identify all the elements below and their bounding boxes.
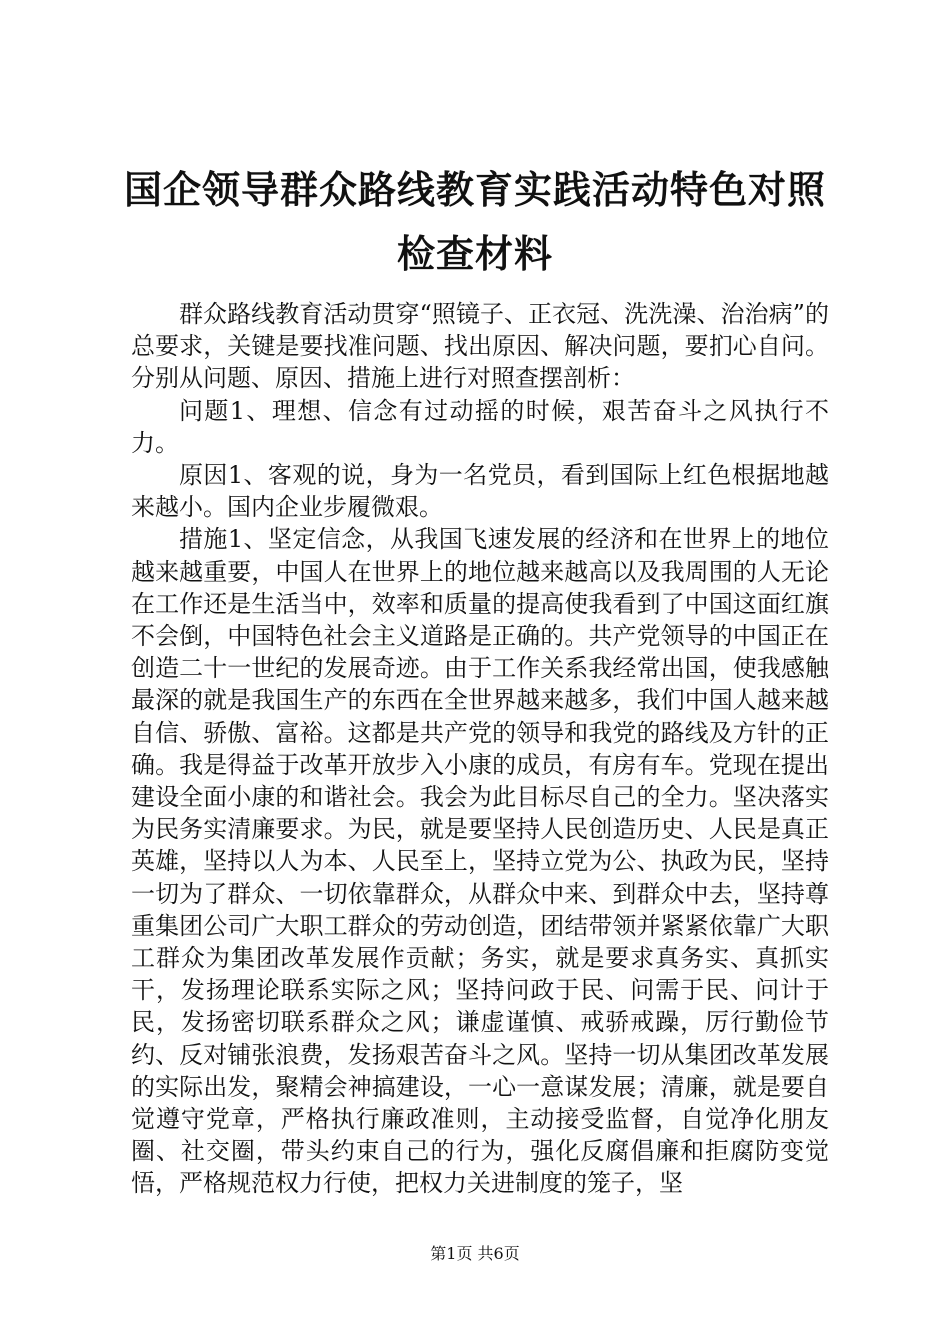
- document-title: 国企领导群众路线教育实践活动特色对照检查材料: [123, 167, 826, 276]
- paragraph-measure-1: 措施1、坚定信念，从我国飞速发展的经济和在世界上的地位越来越重要，中国人在世界上的地位越来越高以及我周围的人无论在工作还是生活当中，效率和质量的提高使我看到了中国这面红旗不会倒，中国特色社会主义道路是正确的。共产党领导的中国正在创造二十一世纪的发展奇迹。由于工作关系我经常出国，使我感触最深的就是我国生产的东西在全世界越来越多，我们中国人越来越自信、骄傲、富裕。这都是共产党的领导和我党的路线及方针的正确。我是得益于改革开放步入小康的成员，有房有车。党现在提出建设全面小康的和谐社会。我会为此目标尽自己的全力。坚决落实为民务实清廉要求。为民，就是要坚持人民创造历史、人民是真正英雄，坚持以人为本、人民至上，坚持立党为公、执政为民，坚持一切为了群众、一切依靠群众，从群众中来、到群众中去，坚持尊重集团公司广大职工群众的劳动创造，团结带领并紧紧依靠广大职工群众为集团改革发展作贡献；务实，就是要求真务实、真抓实干，发扬理论联系实际之风；坚持问政于民、问需于民、问计于民，发扬密切联系群众之风；谦虚谨慎、戒骄戒躁，厉行勤俭节约、反对铺张浪费，发扬艰苦奋斗之风。坚持一切从集团改革发展的实际出发，聚精会神搞建设，一心一意谋发展；清廉，就是要自觉遵守党章，严格执行廉政准则，主动接受监督，自觉净化朋友圈、社交圈，带头约束自己的行为，强化反腐倡廉和拒腐防变觉悟，严格规范权力行使，把权力关进制度的笼子，坚: [131, 525, 829, 1198]
- paragraph-problem-1: 问题1、理想、信念有过动摇的时候，艰苦奋斗之风执行不力。: [131, 396, 829, 457]
- document-body: [131, 298, 829, 1200]
- paragraph-intro: 群众路线教育活动贯穿“照镜子、正衣冠、洗洗澡、治治病”的总要求，关键是要找准问题、找出原因、解决问题，要扪心自问。分别从问题、原因、措施上进行对照查摆剖析：: [131, 300, 829, 393]
- paragraph-cause-1: 原因1、客观的说，身为一名党员，看到国际上红色根据地越来越小。国内企业步履微艰。: [131, 461, 829, 522]
- page-footer: 第1页 共6页: [430, 1244, 520, 1263]
